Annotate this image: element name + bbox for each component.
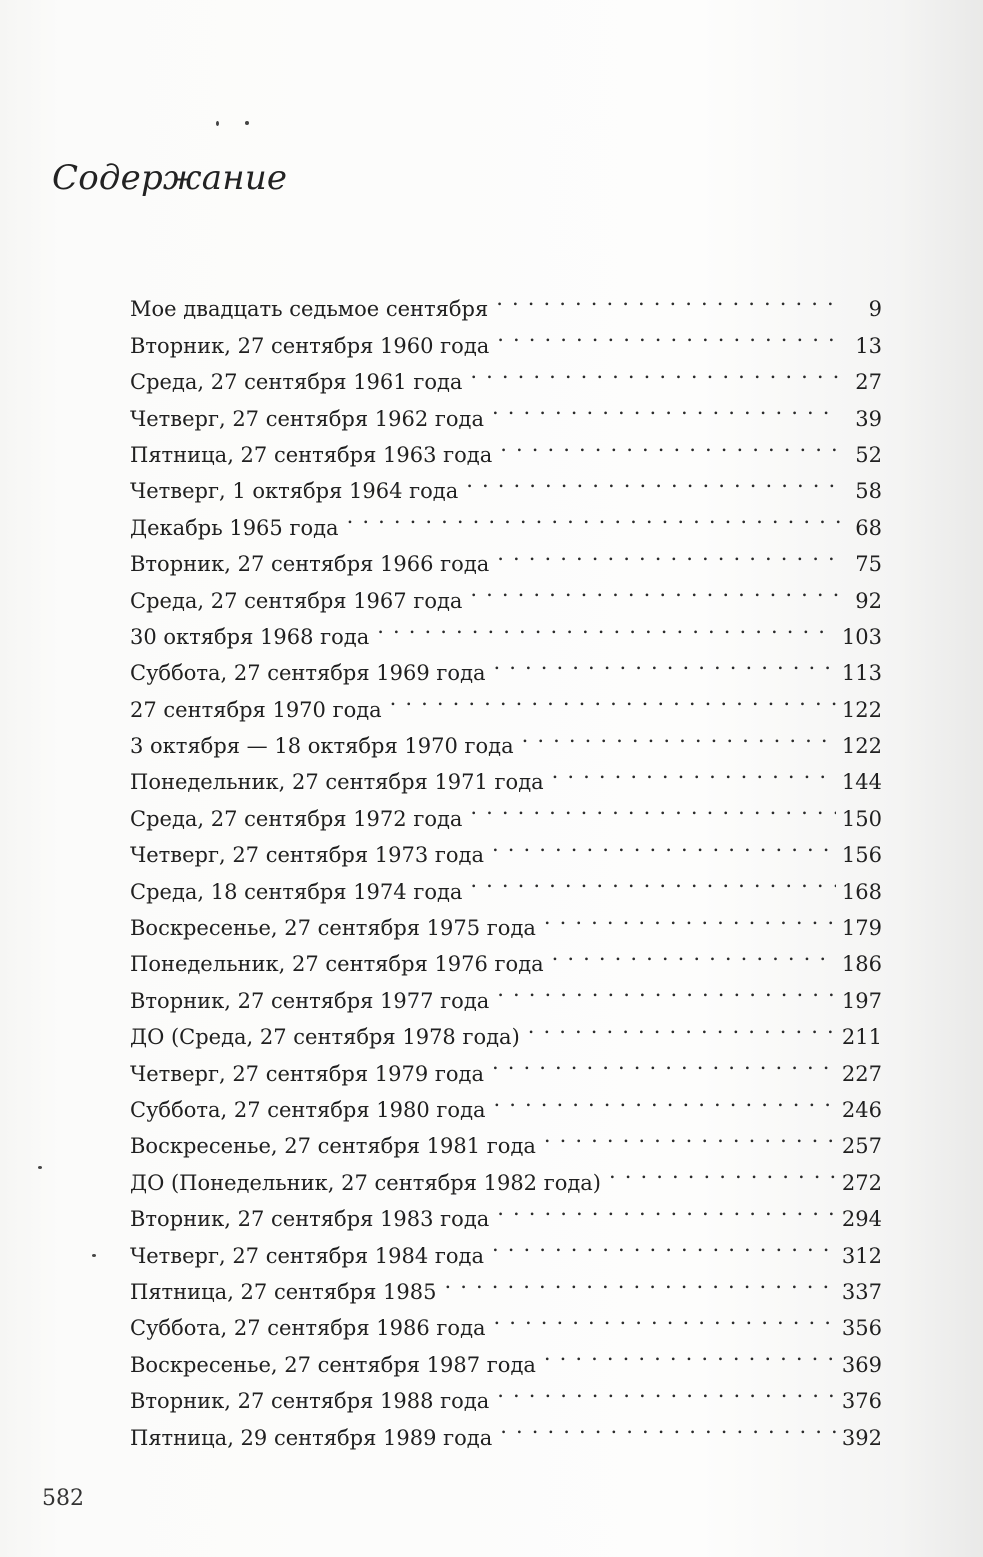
toc-dot-leader [497,1190,836,1226]
toc-dot-leader [609,1153,836,1189]
toc-entry-title: 30 октября 1968 года [130,624,370,649]
toc-entry-title: 27 сентября 1970 года [130,697,382,722]
toc-entry-page: 312 [841,1243,882,1268]
toc-entry-page: 9 [868,297,882,322]
toc-entry-title: Суббота, 27 сентября 1980 года [130,1097,486,1122]
toc-entry-title: Суббота, 27 сентября 1969 года [130,661,486,686]
toc-entry-title: Среда, 18 сентября 1974 года [130,879,463,904]
toc-entry-title: Среда, 27 сентября 1967 года [130,588,463,613]
toc-entry-title: ДО (Среда, 27 сентября 1978 года) [130,1025,520,1050]
toc-dot-leader [544,1117,836,1153]
toc-entry-title: Четверг, 27 сентября 1984 года [130,1243,484,1268]
print-speck [92,1254,96,1257]
toc-entry-title: Четверг, 1 октября 1964 года [130,479,459,504]
toc-dot-leader [552,753,836,789]
toc-entry-title: Среда, 27 сентября 1961 года [130,370,463,395]
toc-dot-leader [494,1081,836,1117]
toc-entry-page: 27 [855,370,882,395]
toc-dot-leader [492,1044,836,1080]
toc-entry-page: 294 [841,1207,882,1232]
toc-dot-leader [497,316,840,352]
toc-entry-page: 168 [841,879,882,904]
toc-entry-page: 75 [855,552,882,577]
toc-entry-page: 122 [841,734,882,759]
toc-entry-page: 156 [841,843,882,868]
print-speck [245,121,249,125]
toc-entry-page: 197 [841,988,882,1013]
toc-entry-page: 52 [855,442,882,467]
toc-entry-title: Вторник, 27 сентября 1988 года [130,1389,490,1414]
toc-entry-page: 246 [841,1097,882,1122]
toc-entry-page: 58 [855,479,882,504]
toc-dot-leader [544,899,836,935]
toc-dot-leader [492,389,840,425]
print-speck [216,121,219,126]
toc-entry-page: 337 [841,1279,882,1304]
toc-dot-leader [497,535,840,571]
page-title: Содержание [52,158,288,198]
toc-dot-leader [444,1263,835,1299]
toc-entry-title: Воскресенье, 27 сентября 1975 года [130,916,536,941]
toc-dot-leader [470,571,840,607]
toc-entry-title: Вторник, 27 сентября 1960 года [130,333,490,358]
toc-entry-page: 179 [841,916,882,941]
page-number: 582 [42,1486,84,1511]
toc-entry-page: 92 [855,588,882,613]
toc-entry-title: Понедельник, 27 сентября 1976 года [130,952,544,977]
toc-dot-leader [500,426,840,462]
toc-entry-title: Вторник, 27 сентября 1983 года [130,1207,490,1232]
toc-entry-title: Пятница, 29 сентября 1989 года [130,1425,493,1450]
toc-dot-leader [500,1408,836,1444]
toc-dot-leader [552,935,836,971]
toc-entry-title: Пятница, 27 сентября 1963 года [130,442,493,467]
toc-dot-leader [466,462,840,498]
toc-entry-page: 39 [855,406,882,431]
toc-dot-leader [497,1372,836,1408]
toc-dot-leader [496,280,840,316]
toc-entry-title: Понедельник, 27 сентября 1971 года [130,770,544,795]
toc-entry-page: 68 [855,515,882,540]
toc-entry-page: 392 [841,1425,882,1450]
toc-entry-title: Мое двадцать седьмое сентября [130,297,489,322]
toc-entry-title: Вторник, 27 сентября 1966 года [130,552,490,577]
toc-entry-page: 272 [841,1170,882,1195]
toc-dot-leader [347,498,840,534]
toc-entry-title: Четверг, 27 сентября 1979 года [130,1061,484,1086]
toc-entry-title: Воскресенье, 27 сентября 1981 года [130,1134,536,1159]
toc-dot-leader [544,1335,836,1371]
toc-dot-leader [470,353,840,389]
toc-entry-page: 211 [841,1025,882,1050]
toc-entry-title: 3 октября — 18 октября 1970 года [130,734,514,759]
table-of-contents [130,280,882,1450]
toc-dot-leader [470,789,835,825]
toc-dot-leader [494,644,836,680]
toc-dot-leader [522,717,836,753]
toc-dot-leader [528,1008,836,1044]
toc-dot-leader [497,971,836,1007]
toc-dot-leader [377,608,836,644]
toc-entry-page: 376 [841,1389,882,1414]
toc-entry-page: 122 [841,697,882,722]
toc-entry-page: 356 [841,1316,882,1341]
toc-entry-title: Суббота, 27 сентября 1986 года [130,1316,486,1341]
toc-entry-title: Воскресенье, 27 сентября 1987 года [130,1352,536,1377]
toc-entry-page: 369 [841,1352,882,1377]
toc-entry-page: 227 [841,1061,882,1086]
toc-entry-title: Четверг, 27 сентября 1973 года [130,843,484,868]
toc-dot-leader [494,1299,836,1335]
toc-entry-title: Четверг, 27 сентября 1962 года [130,406,484,431]
toc-dot-leader [492,826,836,862]
toc-entry-page: 257 [841,1134,882,1159]
toc-entry-title: Среда, 27 сентября 1972 года [130,806,463,831]
toc-entry-page: 150 [841,806,882,831]
print-speck [38,1166,42,1169]
toc-entry-page: 103 [841,624,882,649]
toc-dot-leader [470,862,835,898]
toc-entry [130,280,882,322]
toc-entry-page: 113 [841,661,882,686]
toc-entry-title: Вторник, 27 сентября 1977 года [130,988,490,1013]
toc-entry-page: 144 [841,770,882,795]
toc-entry-page: 186 [841,952,882,977]
toc-entry-title: Декабрь 1965 года [130,515,339,540]
toc-entry-title: ДО (Понедельник, 27 сентября 1982 года) [130,1170,602,1195]
toc-entry-page: 13 [855,333,882,358]
toc-entry-title: Пятница, 27 сентября 1985 [130,1279,437,1304]
toc-dot-leader [492,1226,836,1262]
toc-dot-leader [390,680,836,716]
